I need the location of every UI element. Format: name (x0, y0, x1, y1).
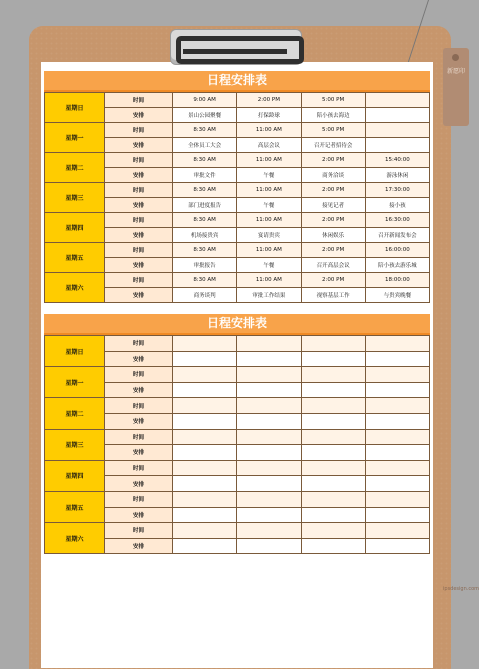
blank-time-cell[interactable] (173, 491, 237, 507)
schedule-row-time (45, 183, 430, 198)
time-label: 时间 (105, 367, 173, 383)
time-label: 时间 (105, 123, 173, 138)
task-cell[interactable]: 部门进度报告 (173, 198, 237, 213)
blank-task-cell[interactable] (365, 538, 429, 554)
blank-time-cell[interactable] (301, 460, 365, 476)
time-cell[interactable]: 16:00:00 (365, 243, 429, 258)
time-cell[interactable]: 15:40:00 (365, 153, 429, 168)
task-cell[interactable]: 休闲娱乐 (301, 228, 365, 243)
blank-time-cell[interactable] (365, 460, 429, 476)
time-label: 时间 (105, 398, 173, 414)
blank-task-cell[interactable] (301, 538, 365, 554)
task-label: 安排 (105, 413, 173, 429)
blank-time-cell[interactable] (365, 367, 429, 383)
task-cell[interactable]: 景山公园聚餐 (173, 108, 237, 123)
task-label: 安排 (105, 382, 173, 398)
schedule-row-time (45, 273, 430, 288)
blank-day-label: 星期日 (45, 336, 105, 367)
time-label: 时间 (105, 213, 173, 228)
blank-time-cell[interactable] (173, 367, 237, 383)
time-cell[interactable]: 11:00 AM (237, 123, 301, 138)
task-cell[interactable]: 审批工作结果 (237, 288, 301, 303)
schedule-title-2: 日程安排表 (44, 314, 430, 335)
time-label: 时间 (105, 243, 173, 258)
day-label: 星期五 (45, 243, 105, 273)
time-cell[interactable]: 2:00 PM (301, 213, 365, 228)
blank-day-label: 星期五 (45, 491, 105, 522)
task-cell[interactable]: 午餐 (237, 198, 301, 213)
task-cell[interactable]: 机场接贵宾 (173, 228, 237, 243)
task-cell[interactable]: 接小孩 (365, 198, 429, 213)
blank-time-cell[interactable] (173, 429, 237, 445)
task-cell[interactable]: 宴请贵宾 (237, 228, 301, 243)
blank-task-cell[interactable] (173, 351, 237, 367)
day-label: 星期六 (45, 273, 105, 303)
blank-task-cell[interactable] (301, 382, 365, 398)
time-cell[interactable] (365, 123, 429, 138)
task-cell[interactable]: 召开高层会议 (301, 258, 365, 273)
time-cell[interactable]: 11:00 AM (237, 153, 301, 168)
time-cell[interactable]: 17:30:00 (365, 183, 429, 198)
task-cell[interactable]: 视察基层工作 (301, 288, 365, 303)
blank-time-cell[interactable] (237, 429, 301, 445)
blank-task-cell[interactable] (237, 413, 301, 429)
blank-task-cell[interactable] (237, 351, 301, 367)
blank-task-cell[interactable] (173, 507, 237, 523)
task-cell[interactable]: 游泳休闲 (365, 168, 429, 183)
blank-time-cell[interactable] (237, 491, 301, 507)
task-cell[interactable]: 接见记者 (301, 198, 365, 213)
task-label: 安排 (105, 288, 173, 303)
time-cell[interactable]: 8:30 AM (173, 153, 237, 168)
blank-time-cell[interactable] (237, 398, 301, 414)
task-label: 安排 (105, 168, 173, 183)
blank-task-cell[interactable] (301, 476, 365, 492)
blank-time-cell[interactable] (301, 523, 365, 539)
blank-time-cell[interactable] (301, 336, 365, 352)
blank-task-cell[interactable] (173, 445, 237, 461)
task-label: 安排 (105, 507, 173, 523)
blank-task-cell[interactable] (173, 382, 237, 398)
time-cell[interactable]: 8:30 AM (173, 243, 237, 258)
task-cell[interactable]: 与贵宾晚餐 (365, 288, 429, 303)
task-cell[interactable]: 陪小孩去游乐城 (365, 258, 429, 273)
blank-time-cell[interactable] (301, 367, 365, 383)
time-cell[interactable]: 18:00:00 (365, 273, 429, 288)
task-cell[interactable]: 打保龄球 (237, 108, 301, 123)
day-label: 星期日 (45, 93, 105, 123)
brand-tag (443, 48, 469, 126)
time-label: 时间 (105, 273, 173, 288)
task-label: 安排 (105, 351, 173, 367)
time-label: 时间 (105, 523, 173, 539)
day-label: 星期四 (45, 213, 105, 243)
blank-time-cell[interactable] (173, 523, 237, 539)
time-cell[interactable]: 8:30 AM (173, 183, 237, 198)
blank-task-cell[interactable] (237, 445, 301, 461)
blank-task-cell[interactable] (365, 445, 429, 461)
blank-task-cell[interactable] (237, 382, 301, 398)
blank-time-cell[interactable] (237, 336, 301, 352)
time-cell[interactable]: 2:00 PM (301, 153, 365, 168)
time-label: 时间 (105, 460, 173, 476)
blank-task-cell[interactable] (301, 351, 365, 367)
task-label: 安排 (105, 476, 173, 492)
time-cell[interactable]: 2:00 PM (301, 273, 365, 288)
task-cell[interactable] (365, 138, 429, 153)
time-cell[interactable]: 11:00 AM (237, 213, 301, 228)
blank-task-cell[interactable] (173, 413, 237, 429)
tag-brand-text: 新愿印 (446, 68, 465, 75)
blank-row-time (45, 398, 430, 414)
task-label: 安排 (105, 538, 173, 554)
blank-task-cell[interactable] (365, 413, 429, 429)
blank-time-cell[interactable] (173, 398, 237, 414)
time-cell[interactable]: 8:30 AM (173, 273, 237, 288)
schedule-table-blank (44, 335, 430, 554)
watermark: ipsdesign.com (443, 586, 479, 592)
schedule-row-time (45, 243, 430, 258)
blank-time-cell[interactable] (301, 429, 365, 445)
task-label: 安排 (105, 138, 173, 153)
blank-task-cell[interactable] (365, 382, 429, 398)
blank-time-cell[interactable] (301, 398, 365, 414)
time-cell[interactable] (365, 93, 429, 108)
clip-bar (183, 49, 287, 54)
blank-time-cell[interactable] (237, 523, 301, 539)
time-cell[interactable]: 9:00 AM (173, 93, 237, 108)
task-cell[interactable]: 全体员工大会 (173, 138, 237, 153)
task-cell[interactable]: 审批报告 (173, 258, 237, 273)
blank-day-label: 星期三 (45, 429, 105, 460)
blank-time-cell[interactable] (365, 336, 429, 352)
time-label: 时间 (105, 93, 173, 108)
task-cell[interactable]: 高层会议 (237, 138, 301, 153)
task-label: 安排 (105, 228, 173, 243)
time-cell[interactable]: 11:00 AM (237, 183, 301, 198)
task-label: 安排 (105, 258, 173, 273)
time-cell[interactable]: 11:00 AM (237, 273, 301, 288)
time-cell[interactable]: 5:00 PM (301, 123, 365, 138)
blank-task-cell[interactable] (237, 538, 301, 554)
blank-task-cell[interactable] (301, 413, 365, 429)
task-cell[interactable]: 午餐 (237, 168, 301, 183)
blank-time-cell[interactable] (301, 491, 365, 507)
schedule-row-time (45, 153, 430, 168)
time-label: 时间 (105, 429, 173, 445)
time-cell[interactable]: 2:00 PM (237, 93, 301, 108)
blank-row-time (45, 367, 430, 383)
task-cell[interactable]: 审批文件 (173, 168, 237, 183)
task-label: 安排 (105, 108, 173, 123)
blank-day-label: 星期四 (45, 460, 105, 491)
task-label: 安排 (105, 198, 173, 213)
blank-time-cell[interactable] (365, 523, 429, 539)
blank-time-cell[interactable] (237, 367, 301, 383)
blank-time-cell[interactable] (237, 460, 301, 476)
time-cell[interactable]: 8:30 AM (173, 123, 237, 138)
schedule-row-time (45, 213, 430, 228)
blank-task-cell[interactable] (237, 507, 301, 523)
task-cell[interactable]: 商务谈判 (173, 288, 237, 303)
task-cell[interactable]: 召开记者招待会 (301, 138, 365, 153)
blank-time-cell[interactable] (365, 398, 429, 414)
blank-row-time (45, 491, 430, 507)
schedule-title-1: 日程安排表 (44, 71, 430, 92)
blank-task-cell[interactable] (173, 476, 237, 492)
blank-row-time (45, 429, 430, 445)
time-cell[interactable]: 11:00 AM (237, 243, 301, 258)
blank-time-cell[interactable] (173, 460, 237, 476)
blank-day-label: 星期六 (45, 523, 105, 554)
blank-time-cell[interactable] (365, 491, 429, 507)
task-cell[interactable]: 午餐 (237, 258, 301, 273)
day-label: 星期三 (45, 183, 105, 213)
blank-time-cell[interactable] (173, 336, 237, 352)
schedule-row-time (45, 123, 430, 138)
task-cell[interactable]: 召开新闻发布会 (365, 228, 429, 243)
task-cell[interactable]: 陪小孩去海边 (301, 108, 365, 123)
time-label: 时间 (105, 153, 173, 168)
time-label: 时间 (105, 183, 173, 198)
schedule-table-filled (44, 92, 430, 303)
blank-time-cell[interactable] (365, 429, 429, 445)
blank-task-cell[interactable] (365, 476, 429, 492)
time-label: 时间 (105, 336, 173, 352)
blank-task-cell[interactable] (301, 445, 365, 461)
blank-row-time (45, 523, 430, 539)
tag-hole (452, 54, 459, 61)
blank-row-time (45, 460, 430, 476)
day-label: 星期二 (45, 153, 105, 183)
blank-day-label: 星期二 (45, 398, 105, 429)
blank-task-cell[interactable] (365, 351, 429, 367)
task-cell[interactable] (365, 108, 429, 123)
task-cell[interactable]: 商务洽谈 (301, 168, 365, 183)
blank-task-cell[interactable] (365, 507, 429, 523)
blank-row-time (45, 336, 430, 352)
time-label: 时间 (105, 491, 173, 507)
task-label: 安排 (105, 445, 173, 461)
time-cell[interactable]: 2:00 PM (301, 183, 365, 198)
time-cell[interactable]: 8:30 AM (173, 213, 237, 228)
blank-task-cell[interactable] (237, 476, 301, 492)
day-label: 星期一 (45, 123, 105, 153)
blank-day-label: 星期一 (45, 367, 105, 398)
schedule-row-time (45, 93, 430, 108)
time-cell[interactable]: 2:00 PM (301, 243, 365, 258)
blank-task-cell[interactable] (301, 507, 365, 523)
time-cell[interactable]: 16:30:00 (365, 213, 429, 228)
time-cell[interactable]: 5:00 PM (301, 93, 365, 108)
blank-task-cell[interactable] (173, 538, 237, 554)
